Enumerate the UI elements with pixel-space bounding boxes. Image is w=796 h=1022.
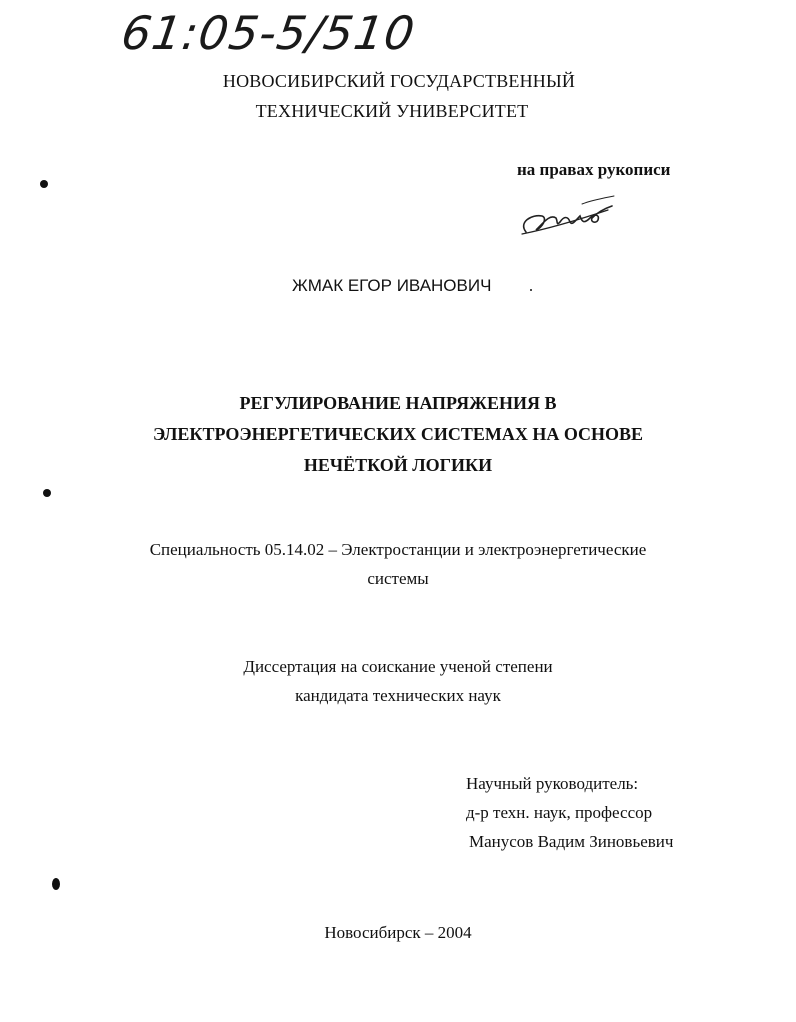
supervisor-degree: д-р техн. наук, профессор — [466, 803, 653, 822]
university-name — [0, 66, 796, 126]
specialty-line-1: Специальность 05.14.02 – Электростанции и электроэнергетические — [149, 540, 647, 559]
degree-line-1: Диссертация на соискание ученой степени — [243, 657, 553, 676]
specialty — [0, 535, 796, 593]
supervisor-label: Научный руководитель: — [466, 774, 639, 793]
title-line-1: РЕГУЛИРОВАНИЕ НАПРЯЖЕНИЯ В — [239, 393, 557, 413]
university-line-1: НОВОСИБИРСКИЙ ГОСУДАРСТВЕННЫЙ — [222, 71, 576, 91]
supervisor-name: Манусов Вадим Зиновьевич — [469, 832, 674, 851]
binding-hole-mark — [40, 180, 48, 188]
rights-note: на правах рукописи — [517, 160, 671, 179]
university-line-2: ТЕХНИЧЕСКИЙ УНИВЕРСИТЕТ — [255, 101, 529, 121]
binding-hole-mark — [52, 878, 60, 890]
dissertation-title — [0, 388, 796, 481]
place-year-text: Новосибирск – 2004 — [324, 923, 472, 942]
author-name: ЖМАК ЕГОР ИВАНОВИЧ — [292, 276, 492, 295]
title-line-3: НЕЧЁТКОЙ ЛОГИКИ — [303, 455, 493, 475]
place-and-year — [0, 918, 796, 947]
archive-number-handwritten: 61:05-5/510 — [118, 6, 419, 60]
signature-icon — [512, 192, 622, 244]
degree-line-2: кандидата технических наук — [295, 686, 501, 705]
specialty-line-2: системы — [367, 569, 429, 588]
title-line-2: ЭЛЕКТРОЭНЕРГЕТИЧЕСКИХ СИСТЕМАХ НА ОСНОВЕ — [152, 424, 644, 444]
scan-speck — [530, 289, 532, 291]
degree-statement — [0, 652, 796, 710]
binding-hole-mark — [43, 489, 51, 497]
